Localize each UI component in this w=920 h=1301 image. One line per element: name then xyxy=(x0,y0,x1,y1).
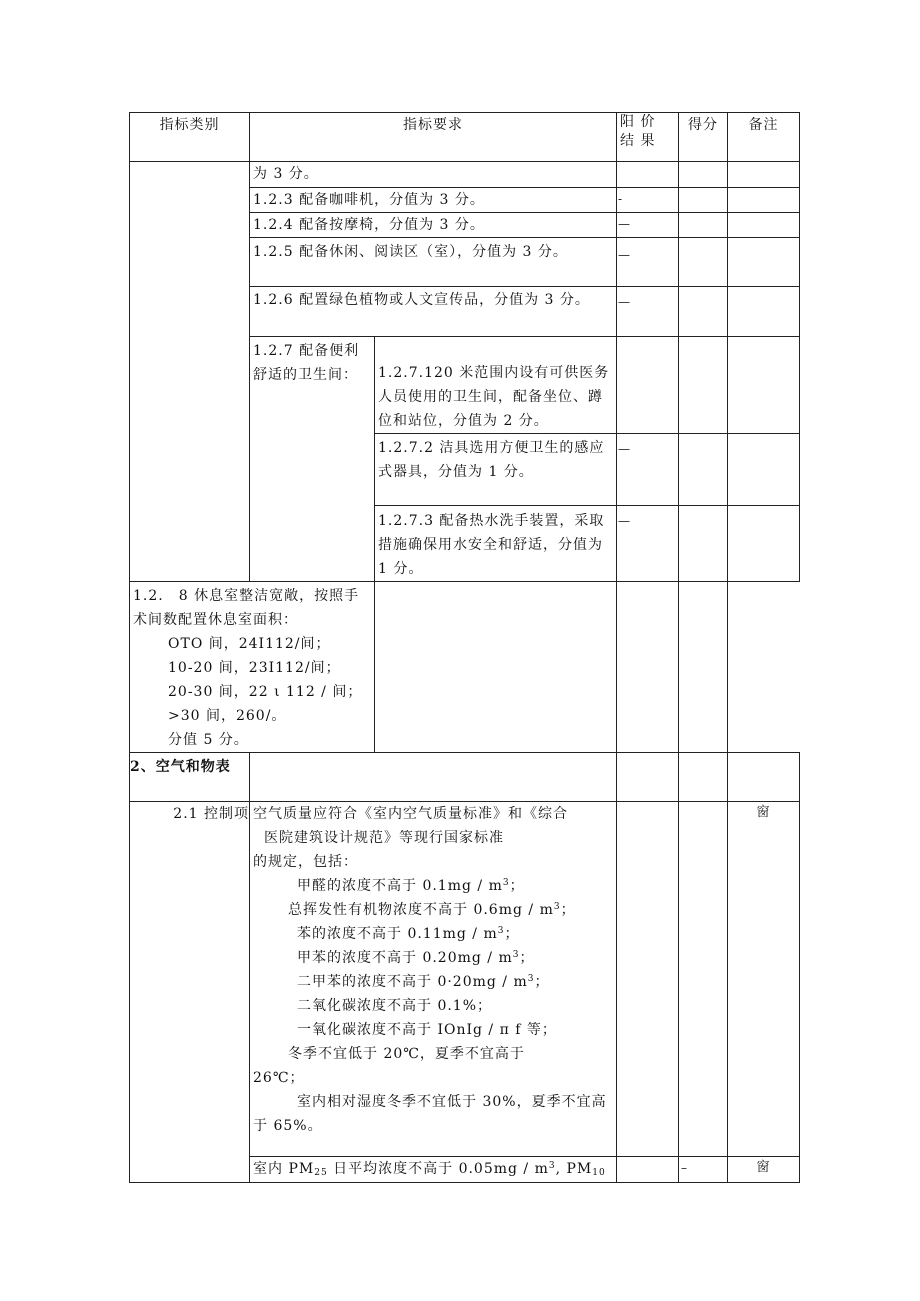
score-cell xyxy=(679,506,728,582)
requirement-line xyxy=(250,1157,616,1181)
requirement-line: >30 间，260/。 xyxy=(168,708,287,724)
requirement-cell-empty xyxy=(250,753,617,802)
requirement-line: 一氧化碳浓度不高于 IOnIg / π f 等； xyxy=(297,1022,557,1038)
remark-note: 窗 xyxy=(756,1160,771,1175)
sub-requirement-text: 1.2.7.120 米范围内设有可供医务人员使用的卫生间，配备坐位、蹲位和站位，分值为 2 分。 xyxy=(378,365,610,429)
requirement-line: 的规定，包括： xyxy=(253,854,358,870)
requirement-text: 室内相对湿度冬季不宜低于 30%，夏季不宜高于 65%。 xyxy=(253,1094,607,1134)
evaluation-table xyxy=(129,112,800,1183)
superscript: 3 xyxy=(497,926,505,936)
remark-cell xyxy=(728,753,800,802)
requirement-line-text: 日平均浓度不高于 0.05mg / m xyxy=(327,1161,549,1177)
requirement-line: 10-20 间，23Ι112/间； xyxy=(168,660,341,676)
superscript: 3 xyxy=(527,974,535,984)
header-result-line1: 阳 价 xyxy=(620,114,656,130)
requirement-text: 为 3 分。 xyxy=(253,166,319,182)
result-cell xyxy=(375,582,617,753)
score-cell xyxy=(679,213,728,238)
superscript: 3 xyxy=(553,902,561,912)
requirement-text: 1.2.6 配置绿色植物或人文宣传品，分值为 3 分。 xyxy=(253,292,590,308)
result-mark: — xyxy=(618,248,631,262)
header-result-line2: 结 果 xyxy=(620,133,656,149)
result-cell xyxy=(617,802,679,1157)
requirement-text: 1.2.4 配备按摩椅，分值为 3 分。 xyxy=(253,217,485,233)
requirement-text: 1.2. 8 休息室整洁宽敞，按照手术间数配置休息室面积： xyxy=(133,588,360,628)
score-cell xyxy=(679,162,728,188)
score-cell xyxy=(679,802,728,1157)
requirement-line: 医院建筑设计规范》等现行国家标准 xyxy=(264,830,504,846)
table-row xyxy=(130,162,800,188)
requirement-line-text: , PM xyxy=(555,1161,593,1177)
category-label: 2.1 控制项 xyxy=(173,806,249,822)
requirement-line xyxy=(250,946,616,970)
table-row xyxy=(130,582,800,753)
requirement-line-text: 苯的浓度不高于 0.11mg / m xyxy=(297,926,498,942)
category-2-1 xyxy=(130,802,250,1183)
requirement-line-text: 二甲苯的浓度不高于 0·20mg / m xyxy=(297,974,528,990)
header-result xyxy=(617,113,679,162)
requirement-line-text: 总挥发性有机物浓度不高于 0.6mg / m xyxy=(288,902,554,918)
header-category: 指标类别 xyxy=(130,113,250,162)
remark-cell xyxy=(728,506,800,582)
sub-requirement-text: 1.2.7.2 洁具选用方便卫生的感应式器具，分值为 1 分。 xyxy=(378,440,605,480)
result-mark: — xyxy=(618,295,631,309)
score-cell xyxy=(617,582,679,753)
score-cell xyxy=(679,753,728,802)
result-mark: - xyxy=(618,192,624,206)
requirement-line: OTO 间，24Ι112/间； xyxy=(168,636,331,652)
result-cell xyxy=(617,753,679,802)
punct: ； xyxy=(560,902,576,918)
score-cell xyxy=(679,337,728,434)
remark-cell xyxy=(728,337,800,434)
table-header-row xyxy=(130,113,800,162)
requirement-line: 分值 5 分。 xyxy=(168,732,249,748)
requirement-line: 26℃； xyxy=(253,1070,305,1086)
superscript: 3 xyxy=(548,1161,556,1171)
category-cell-empty xyxy=(130,162,250,582)
punct: ； xyxy=(534,974,550,990)
requirement-line: 二氧化碳浓度不高于 0.1%； xyxy=(297,998,493,1014)
score-cell xyxy=(679,434,728,506)
table-row xyxy=(130,802,800,1157)
requirement-group-label: 1.2.7 配备便利舒适的卫生间： xyxy=(253,343,360,383)
result-cell xyxy=(617,162,679,188)
subscript: 25 xyxy=(314,1168,328,1178)
result-mark: — xyxy=(618,442,631,456)
remark-cell xyxy=(728,434,800,506)
requirement-text: 1.2.5 配备休闲、阅读区（室），分值为 3 分。 xyxy=(253,244,568,260)
superscript: 3 xyxy=(512,950,520,960)
punct: ； xyxy=(519,950,535,966)
score-cell xyxy=(679,287,728,337)
subscript: 10 xyxy=(592,1168,606,1178)
superscript: 3 xyxy=(502,878,510,888)
section-category: 2、空气和物表 xyxy=(130,753,250,802)
requirement-line: 空气质量应符合《室内空气质量标准》和《综合 xyxy=(253,806,568,822)
remark-note: 窗 xyxy=(756,805,771,820)
header-requirement: 指标要求 xyxy=(250,113,617,162)
remark-cell xyxy=(728,287,800,337)
header-score: 得分 xyxy=(679,113,728,162)
score-cell xyxy=(679,238,728,287)
requirement-line-text: 甲醛的浓度不高于 0.1mg / m xyxy=(297,878,503,894)
score-mark: – xyxy=(681,1161,688,1175)
requirement-line xyxy=(250,898,616,922)
remark-cell xyxy=(728,188,800,213)
result-mark: — xyxy=(618,217,631,231)
result-mark: — xyxy=(618,514,631,528)
score-cell xyxy=(679,188,728,213)
requirement-line: 20-30 间，22 ι 112 / 间； xyxy=(168,684,363,700)
remark-cell xyxy=(728,213,800,238)
header-remarks: 备注 xyxy=(728,113,800,162)
punct: ； xyxy=(509,878,525,894)
remark-cell xyxy=(728,238,800,287)
sub-requirement-text: 1.2.7.3 配备热水洗手装置，采取措施确保用水安全和舒适，分值为 1 分。 xyxy=(378,513,609,577)
requirement-line-text: 室内 PM xyxy=(253,1161,315,1177)
section-row xyxy=(130,753,800,802)
punct: ； xyxy=(504,926,520,942)
remark-cell xyxy=(728,162,800,188)
result-cell xyxy=(617,337,679,434)
requirement-text: 1.2.3 配备咖啡机，分值为 3 分。 xyxy=(253,192,485,208)
requirement-line xyxy=(250,922,616,946)
result-cell xyxy=(617,1157,679,1183)
requirement-line xyxy=(250,874,616,898)
requirement-line xyxy=(250,970,616,994)
requirement-line-text: 甲苯的浓度不高于 0.20mg / m xyxy=(297,950,513,966)
remark-cell xyxy=(679,582,728,753)
requirement-line: 冬季不宜低于 20℃，夏季不宜高于 xyxy=(288,1046,525,1062)
